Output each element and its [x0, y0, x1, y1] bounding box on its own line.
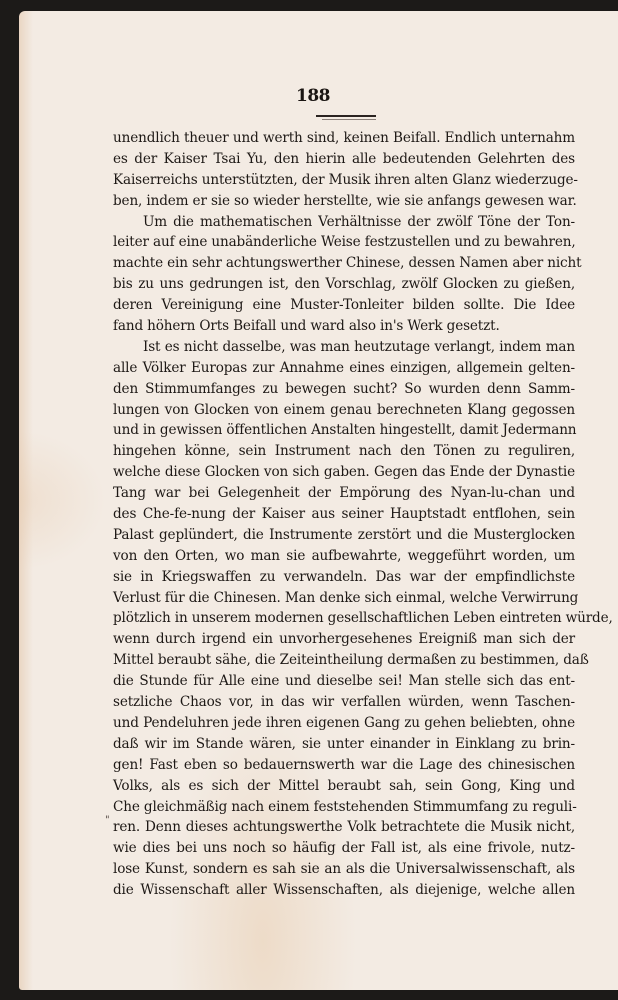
text-line: ren. Denn dieses achtungswerthe Volk betrachtete die Musik nicht,	[113, 819, 575, 836]
text-line: den Stimmumfanges zu bewegen sucht? So wurden denn Samm-	[113, 380, 575, 397]
text-line: wie dies bei uns noch so häufig der Fall ist, als eine frivole, nutz-	[113, 840, 575, 857]
text-line: machte ein sehr achtungswerther Chinese, dessen Namen aber nicht	[113, 255, 582, 272]
text-line: hingehen könne, sein Instrument nach den Tönen zu reguliren,	[113, 443, 575, 460]
text-line: Volks, als es sich der Mittel beraubt sah, sein Gong, King und	[113, 777, 575, 794]
page-number: 188	[296, 86, 330, 106]
page-number-rule	[316, 115, 376, 117]
text-line: Kaiserreichs unterstützten, der Musik ihren alten Glanz wiederzuge-	[113, 171, 578, 188]
text-line: die Stunde für Alle eine und dieselbe sei! Man stelle sich das ent-	[113, 673, 575, 690]
text-line: lungen von Glocken von einem genau berechneten Klang gegossen	[113, 401, 575, 418]
text-line: Che gleichmäßig nach einem feststehenden Stimmumfang zu reguli-	[113, 798, 577, 815]
margin-mark: "	[105, 815, 110, 826]
text-line: setzliche Chaos vor, in das wir verfallen würden, wenn Taschen-	[113, 694, 575, 711]
text-line: plötzlich in unserem modernen gesellschaftlichen Leben eintreten würde,	[113, 610, 613, 627]
text-line: Palast geplündert, die Instrumente zerstört und die Musterglocken	[113, 526, 575, 543]
text-line: die Wissenschaft aller Wissenschaften, als diejenige, welche allen	[113, 882, 575, 899]
text-line: fand höhern Orts Beifall und ward also in's Werk gesetzt.	[113, 318, 500, 335]
text-line: bis zu uns gedrungen ist, den Vorschlag, zwölf Glocken zu gießen,	[113, 276, 575, 293]
text-line: ben, indem er sie so wieder herstellte, wie sie anfangs gewesen war.	[113, 192, 577, 209]
text-line: lose Kunst, sondern es sah sie an als die Universalwissenschaft, als	[113, 861, 575, 878]
text-line: Tang war bei Gelegenheit der Empörung des Nyan-lu-chan und	[113, 485, 575, 502]
text-line: es der Kaiser Tsai Yu, den hierin alle bedeutenden Gelehrten des	[113, 150, 575, 167]
text-line: deren Vereinigung eine Muster-Tonleiter bilden sollte. Die Idee	[113, 297, 575, 314]
text-line: sie in Kriegswaffen zu verwandeln. Das war der empfindlichste	[113, 568, 575, 585]
text-line: Mittel beraubt sähe, die Zeiteintheilung dermaßen zu bestimmen, daß	[113, 652, 589, 669]
text-line: von den Orten, wo man sie aufbewahrte, weggeführt worden, um	[113, 547, 575, 564]
text-line: wenn durch irgend ein unvorhergesehenes Ereigniß man sich der	[113, 631, 575, 648]
text-line: Um die mathematischen Verhältnisse der zwölf Töne der Ton-	[143, 213, 575, 230]
text-line: gen! Fast eben so bedauernswerth war die Lage des chinesischen	[113, 756, 575, 773]
text-line: unendlich theuer und werth sind, keinen Beifall. Endlich unternahm	[113, 130, 575, 146]
text-line: leiter auf eine unabänderliche Weise festzustellen und zu bewahren,	[113, 234, 576, 251]
text-line: und in gewissen öffentlichen Anstalten hingestellt, damit Jedermann	[113, 422, 577, 439]
text-line: alle Völker Europas zur Annahme eines einzigen, allgemein gelten-	[113, 359, 575, 376]
text-line: welche diese Glocken von sich gaben. Gegen das Ende der Dynastie	[113, 464, 575, 481]
text-line: und Pendeluhren jede ihren eigenen Gang zu gehen beliebten, ohne	[113, 714, 575, 731]
text-line: Ist es nicht dasselbe, was man heutzutage verlangt, indem man	[143, 338, 575, 355]
text-line: des Che-fe-nung der Kaiser aus seiner Hauptstadt entflohen, sein	[113, 506, 575, 523]
body-text	[113, 128, 613, 901]
text-line: daß wir im Stande wären, sie unter einander in Einklang zu brin-	[113, 735, 575, 752]
page-number-rule-thin	[322, 119, 376, 120]
text-line: Verlust für die Chinesen. Man denke sich einmal, welche Verwirrung	[113, 589, 579, 606]
